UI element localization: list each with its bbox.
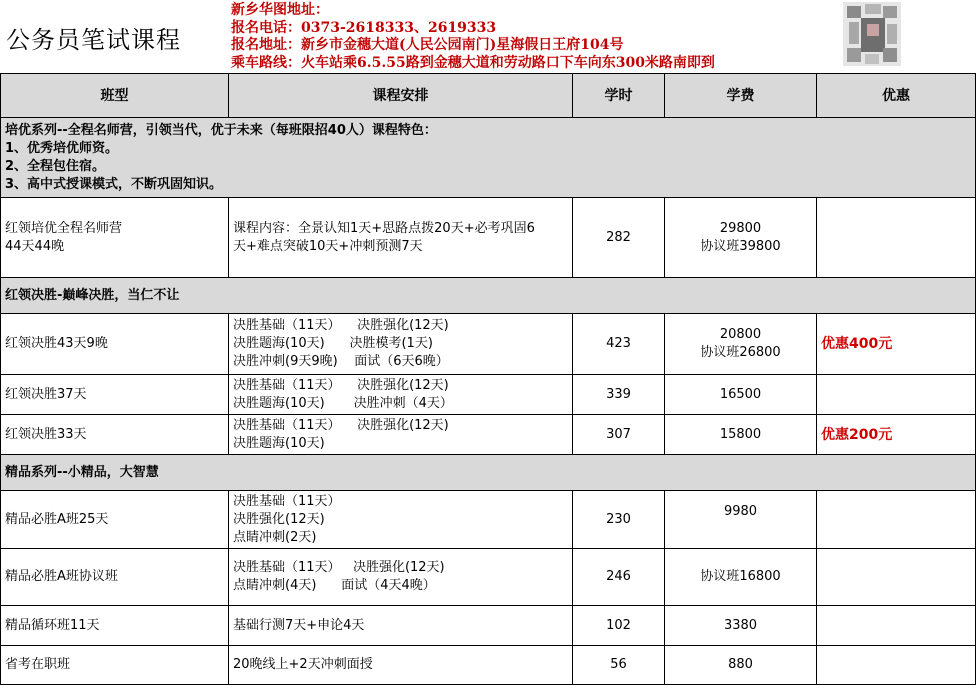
col-header-fee: 学费 [665,74,817,118]
class-name: 精品必胜A班25天 [1,491,229,549]
discount [817,549,976,606]
contact-info [231,2,831,72]
discount: 优惠200元 [817,415,976,455]
section-heading-row [1,278,976,314]
class-name: 红领决胜33天 [1,415,229,455]
section-heading: 精品系列--小精品，大智慧 [1,455,976,491]
class-name: 红领决胜43天9晚 [1,314,229,375]
hours: 339 [573,375,665,415]
page-title: 公务员笔试课程 [6,26,181,54]
schedule: 决胜基础（11天） 决胜强化(12天) 决胜题海(10天) 决胜模考(1天) 决胜冲刺(9天9晚) 面试（6天6晚） [229,314,573,375]
class-name: 精品循环班11天 [1,606,229,646]
fee: 协议班16800 [665,549,817,606]
discount [817,646,976,685]
info-line-route: 乘车路线：火车站乘6.5.55路到金穗大道和劳动路口下车向东300米路南即到 [231,54,715,71]
col-header-class: 班型 [1,74,229,118]
discount [817,491,976,549]
schedule: 课程内容：全景认知1天+思路点拨20天+必考巩固6 天+难点突破10天+冲刺预测7天 [229,198,573,278]
schedule: 决胜基础（11天） 决胜强化(12天) 点睛冲刺(2天) [229,491,573,549]
col-header-hours: 学时 [573,74,665,118]
discount: 优惠400元 [817,314,976,375]
fee: 16500 [665,375,817,415]
hours: 246 [573,549,665,606]
table-row [1,549,976,606]
schedule: 基础行测7天+申论4天 [229,606,573,646]
schedule: 决胜基础（11天） 决胜强化(12天) 点睛冲刺(4天) 面试（4天4晚） [229,549,573,606]
col-header-schedule: 课程安排 [229,74,573,118]
schedule: 决胜基础（11天） 决胜强化(12天) 决胜题海(10天) [229,415,573,455]
fee: 880 [665,646,817,685]
course-table [0,73,976,685]
fee: 3380 [665,606,817,646]
hours: 56 [573,646,665,685]
class-name: 红领决胜37天 [1,375,229,415]
qr-code-icon [843,2,901,66]
info-line-address: 报名地址：新乡市金穗大道(人民公园南门)星海假日王府104号 [231,37,624,53]
schedule: 决胜基础（11天） 决胜强化(12天) 决胜题海(10天) 决胜冲刺（4天） [229,375,573,415]
class-name: 省考在职班 [1,646,229,685]
section-heading: 红领决胜-巅峰决胜，当仁不让 [1,278,976,314]
table-header-row [1,74,976,118]
fee: 9980 [665,491,817,549]
discount [817,198,976,278]
discount [817,606,976,646]
table-row [1,314,976,375]
fee: 15800 [665,415,817,455]
section-heading-row [1,455,976,491]
table-row [1,198,976,278]
section-heading-row [1,118,976,198]
fee: 20800 协议班26800 [665,314,817,375]
table-row [1,606,976,646]
hours: 423 [573,314,665,375]
table-row [1,646,976,685]
fee: 29800 协议班39800 [665,198,817,278]
section-heading: 培优系列--全程名师营，引领当代，优于未来（每班限招40人）课程特色： 1、优秀培优师资。 2、全程包住宿。 3、高中式授课模式，不断巩固知识。 [1,118,976,198]
class-name: 精品必胜A班协议班 [1,549,229,606]
hours: 282 [573,198,665,278]
hours: 307 [573,415,665,455]
hours: 230 [573,491,665,549]
table-row [1,415,976,455]
table-row [1,375,976,415]
schedule: 20晚线上+2天冲刺面授 [229,646,573,685]
table-row [1,491,976,549]
col-header-discount: 优惠 [817,74,976,118]
discount [817,375,976,415]
hours: 102 [573,606,665,646]
info-line-phone: 报名电话：0373-2618333、2619333 [231,19,497,36]
info-line-address-heading: 新乡华图地址： [231,2,329,18]
class-name: 红领培优全程名师营 44天44晚 [1,198,229,278]
